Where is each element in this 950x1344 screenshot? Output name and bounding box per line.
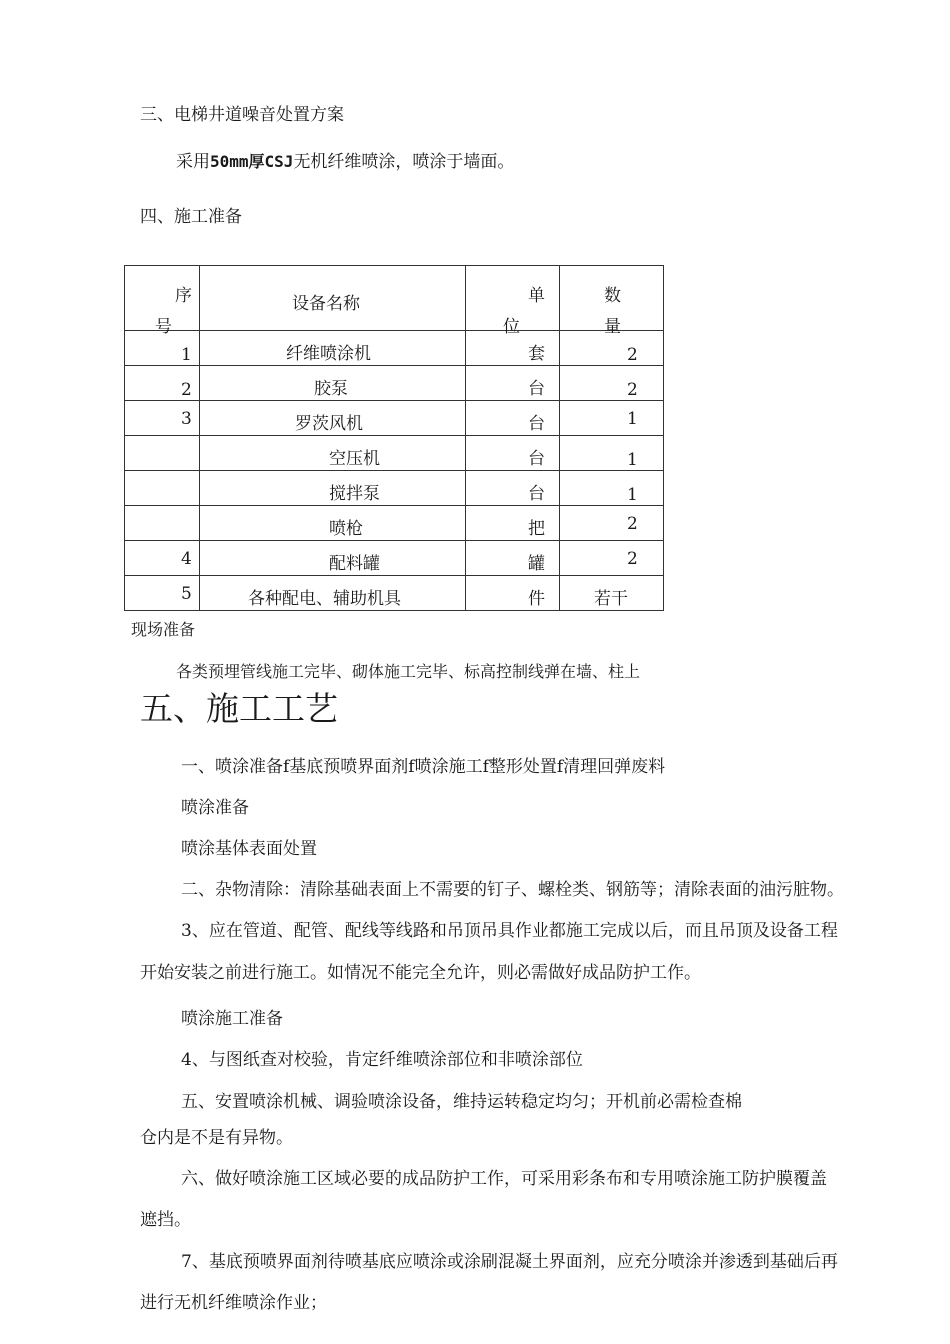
site-prep-text: 各类预埋管线施工完毕、砌体施工完毕、标高控制线弹在墙、柱上 [176, 662, 641, 681]
table-row [125, 331, 664, 366]
row-name: 各种配电、辅助机具 [248, 589, 401, 609]
row-no: 4 [181, 549, 192, 569]
row-qty: 2 [627, 345, 638, 365]
header-unit-top: 单 [528, 286, 545, 306]
item-7-line1: 7、基底预喷界面剂待喷基底应喷涂或涂刷混凝土界面剂，应充分喷涂并渗透到基础后再 [181, 1252, 838, 1272]
table-row [125, 506, 664, 541]
section3-text-bold: 50mm厚CSJ [210, 152, 294, 171]
row-qty: 1 [627, 409, 638, 429]
header-qty [560, 266, 664, 337]
item-6-line1: 六、做好喷涂施工区域必要的成品防护工作，可采用彩条布和专用喷涂施工防护膜覆盖 [181, 1169, 827, 1189]
row-unit: 罐 [528, 554, 545, 574]
row-unit: 台 [528, 414, 545, 434]
row-unit: 套 [528, 344, 545, 364]
header-no [125, 266, 200, 337]
row-unit: 台 [528, 379, 545, 399]
row-name: 胶泵 [314, 379, 348, 399]
item-7-line2: 进行无机纤维喷涂作业； [140, 1293, 327, 1313]
header-qty-top: 数 [604, 286, 621, 306]
table-row [125, 471, 664, 506]
row-unit: 把 [528, 519, 545, 539]
header-unit [466, 266, 560, 337]
item-6-line2: 遮挡。 [140, 1210, 191, 1230]
row-no: 1 [181, 345, 192, 365]
row-name: 配料罐 [329, 554, 380, 574]
table-row [125, 401, 664, 436]
section4-heading: 四、施工准备 [140, 207, 242, 227]
equipment-table [124, 265, 664, 611]
section3-text-prefix: 采用 [176, 152, 210, 172]
row-qty: 1 [627, 485, 638, 505]
item-3-line1: 3、应在管道、配管、配线等线路和吊顶吊具作业都施工完成以后，而且吊顶及设备工程 [181, 921, 838, 941]
header-no-top: 序 [175, 286, 192, 306]
section3-heading: 三、电梯井道噪音处置方案 [140, 105, 344, 125]
row-name: 喷枪 [329, 519, 363, 539]
row-qty: 若干 [594, 589, 628, 609]
header-qty-bottom: 量 [604, 317, 621, 337]
item-4: 4、与图纸查对校验，肯定纤维喷涂部位和非喷涂部位 [181, 1050, 583, 1070]
section3-text-suffix: 无机纤维喷涂，喷涂于墙面。 [293, 152, 515, 172]
row-qty: 2 [627, 514, 638, 534]
section5-heading: 五、施工工艺 [140, 689, 338, 728]
table-row [125, 366, 664, 401]
item-2: 二、杂物清除：清除基础表面上不需要的钉子、螺栓类、钢筋等；清除表面的油污脏物。 [181, 880, 844, 900]
row-qty: 2 [627, 549, 638, 569]
table-header-row [125, 266, 664, 331]
spray-prep-heading: 喷涂准备 [181, 798, 249, 818]
spray-construction-prep-heading: 喷涂施工准备 [181, 1009, 283, 1029]
row-unit: 件 [528, 589, 545, 609]
row-unit: 台 [528, 449, 545, 469]
row-unit: 台 [528, 484, 545, 504]
header-no-bottom: 号 [155, 317, 172, 337]
header-name-label: 设备名称 [292, 294, 360, 314]
table-row [125, 541, 664, 576]
row-no: 5 [181, 584, 192, 604]
row-name: 搅拌泵 [329, 484, 380, 504]
section3-text [176, 151, 514, 173]
row-no: 2 [181, 380, 192, 400]
row-name: 罗茨风机 [295, 414, 363, 434]
item-5-line1: 五、安置喷涂机械、调验喷涂设备，维持运转稳定均匀；开机前必需检查棉 [181, 1092, 742, 1112]
header-name [200, 266, 466, 331]
table-row [125, 436, 664, 471]
header-unit-bottom: 位 [503, 317, 520, 337]
site-prep-heading: 现场准备 [131, 620, 196, 639]
item-5-line2: 仓内是不是有异物。 [140, 1128, 293, 1148]
process-flow: 一、喷涂准备f基底预喷界面剂f喷涂施工f整形处置f清理回弹废料 [181, 757, 666, 777]
row-name: 空压机 [329, 449, 380, 469]
row-name: 纤维喷涂机 [286, 344, 371, 364]
row-no: 3 [181, 409, 192, 429]
surface-treatment-heading: 喷涂基体表面处置 [181, 839, 317, 859]
row-qty: 2 [627, 380, 638, 400]
table-row [125, 576, 664, 611]
item-3-line2: 开始安装之前进行施工。如情况不能完全允许，则必需做好成品防护工作。 [140, 963, 701, 983]
row-qty: 1 [627, 450, 638, 470]
